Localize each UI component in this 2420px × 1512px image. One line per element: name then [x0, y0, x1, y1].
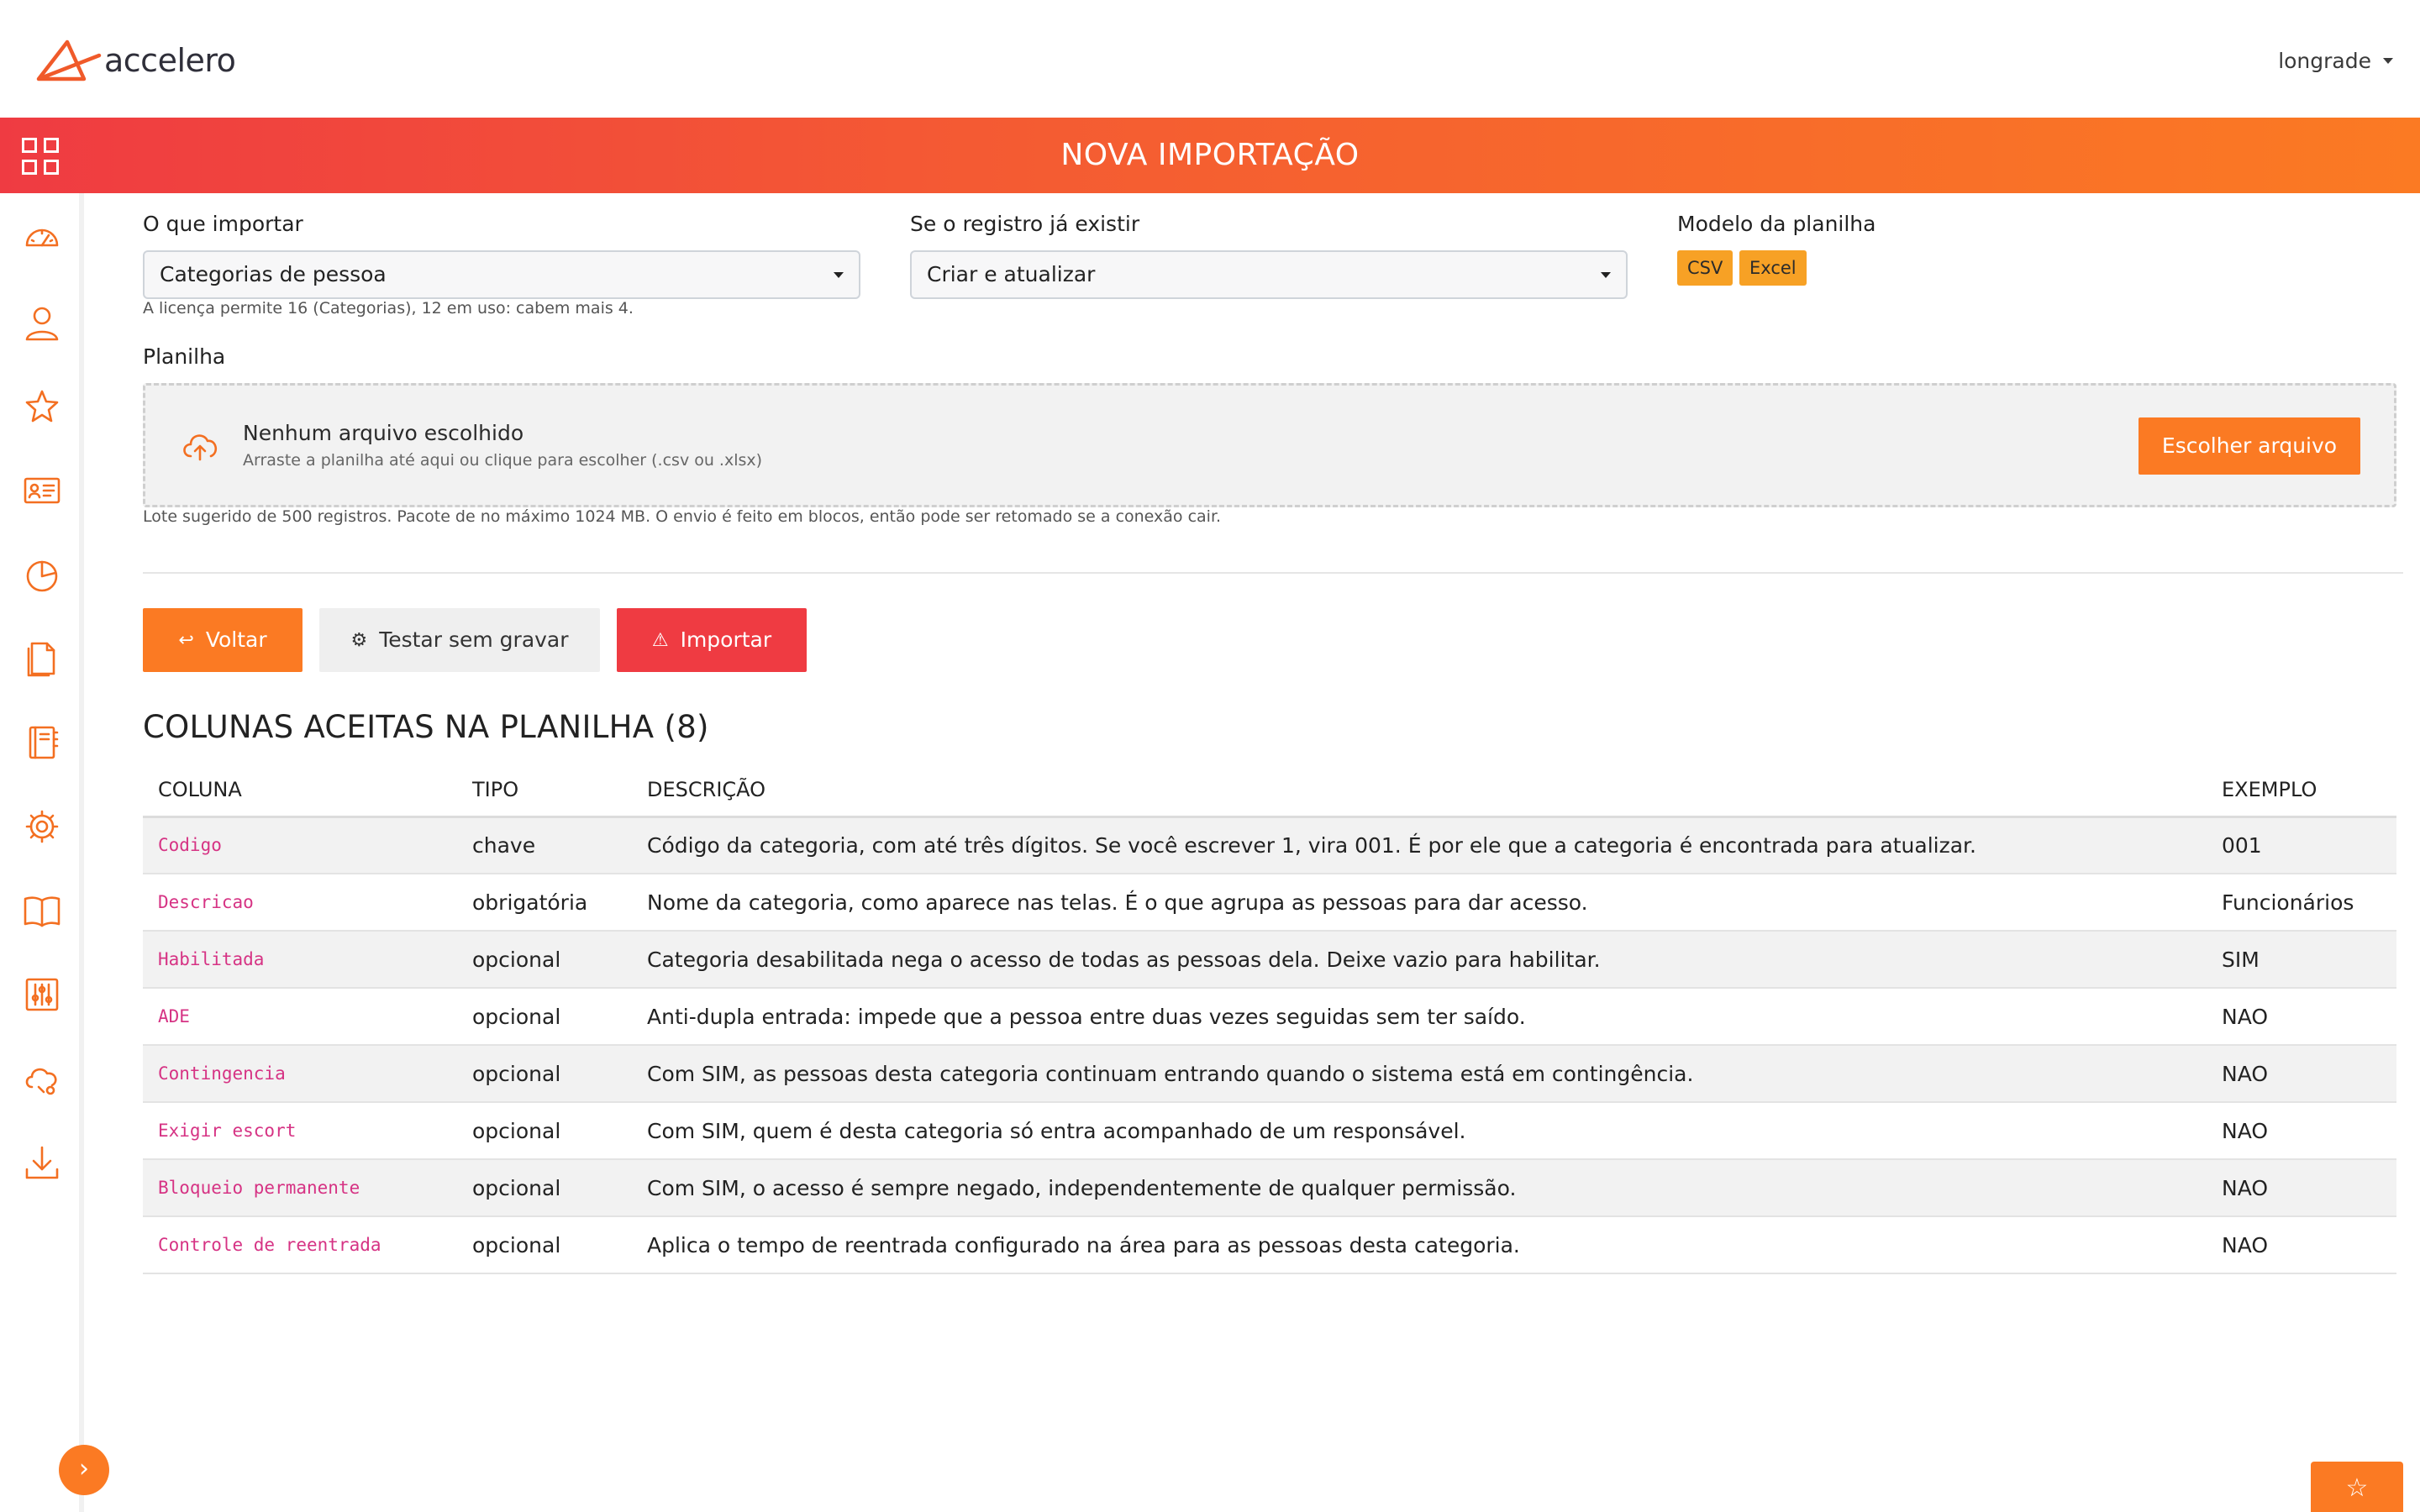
columns-table — [143, 764, 2396, 1274]
column-example: 001 — [2207, 816, 2396, 874]
file-dropzone[interactable] — [143, 383, 2396, 507]
column-name: Habilitada — [143, 931, 457, 988]
star-icon: ☆ — [2345, 1473, 2369, 1503]
table-row — [143, 931, 2396, 988]
id-card-icon[interactable] — [22, 470, 62, 511]
table-row — [143, 1216, 2396, 1273]
star-icon[interactable] — [22, 386, 62, 427]
column-description: Categoria desabilitada nega o acesso de todas as pessoas dela. Deixe vazio para habilitar. — [632, 931, 2207, 988]
column-name: Contingencia — [143, 1045, 457, 1102]
column-description: Com SIM, as pessoas desta categoria continuam entrando quando o sistema está em contingência. — [632, 1045, 2207, 1102]
table-row — [143, 988, 2396, 1045]
user-menu[interactable] — [2278, 49, 2393, 73]
column-name: Codigo — [143, 816, 457, 874]
column-type: obrigatória — [457, 874, 632, 931]
column-type: opcional — [457, 1159, 632, 1216]
notebook-icon[interactable] — [22, 722, 62, 763]
what-to-import-value: Categorias de pessoa — [160, 262, 387, 286]
logo-text: accelero — [104, 42, 236, 79]
what-to-import-label: O que importar — [143, 212, 303, 236]
page-banner — [0, 118, 2420, 193]
column-name: Controle de reentrada — [143, 1216, 457, 1273]
document-icon[interactable] — [22, 638, 62, 679]
table-row — [143, 1159, 2396, 1216]
header-description: DESCRIÇÃO — [632, 764, 2207, 816]
sidebar — [0, 193, 84, 1512]
test-button-label: Testar sem gravar — [379, 627, 569, 652]
column-name: Descricao — [143, 874, 457, 931]
user-name: longrade — [2278, 49, 2371, 73]
app-logo[interactable] — [35, 37, 235, 84]
table-row — [143, 1102, 2396, 1159]
dropzone-subtitle: Arraste a planilha até aqui ou clique para escolher (.csv ou .xlsx) — [243, 451, 763, 470]
column-type: chave — [457, 816, 632, 874]
column-name: ADE — [143, 988, 457, 1045]
table-header-row — [143, 764, 2396, 816]
select-caret-icon — [1601, 272, 1611, 278]
import-button[interactable] — [617, 608, 807, 672]
column-description: Nome da categoria, como aparece nas telas. É o que agrupa as pessoas para dar acesso. — [632, 874, 2207, 931]
column-description: Anti-dupla entrada: impede que a pessoa entre duas vezes seguidas sem ter saído. — [632, 988, 2207, 1045]
select-caret-icon — [834, 272, 844, 278]
column-type: opcional — [457, 1216, 632, 1273]
column-description: Com SIM, o acesso é sempre negado, independentemente de qualquer permissão. — [632, 1159, 2207, 1216]
sheet-model-label: Modelo da planilha — [1677, 212, 1876, 236]
robot-icon: ⚙ — [350, 630, 368, 651]
divider — [143, 572, 2403, 574]
column-type: opcional — [457, 988, 632, 1045]
table-row — [143, 1045, 2396, 1102]
column-example: Funcionários — [2207, 874, 2396, 931]
sidebar-expand-button[interactable]: › — [59, 1445, 109, 1495]
excel-template-link[interactable]: Excel — [1739, 250, 1807, 286]
column-example: NAO — [2207, 1102, 2396, 1159]
csv-template-link[interactable]: CSV — [1677, 250, 1733, 286]
pie-chart-icon[interactable] — [22, 554, 62, 595]
column-example: NAO — [2207, 1159, 2396, 1216]
cloud-icon[interactable] — [22, 1058, 62, 1099]
if-exists-label: Se o registro já existir — [910, 212, 1140, 236]
choose-file-button[interactable]: Escolher arquivo — [2139, 417, 2360, 475]
back-button[interactable] — [143, 608, 302, 672]
if-exists-select[interactable] — [910, 250, 1628, 299]
gear-icon[interactable] — [22, 806, 62, 847]
caret-down-icon — [2383, 58, 2393, 64]
what-to-import-select[interactable] — [143, 250, 860, 299]
top-header — [0, 0, 2420, 118]
download-icon[interactable] — [22, 1142, 62, 1183]
sliders-icon[interactable] — [22, 974, 62, 1015]
back-button-label: Voltar — [205, 627, 267, 652]
favorite-star-button[interactable] — [2311, 1462, 2403, 1512]
dropzone-title: Nenhum arquivo escolhido — [243, 421, 524, 445]
column-description: Código da categoria, com até três dígitos. Se você escrever 1, vira 001. É por ele que a categoria é encontrada para atualizar. — [632, 816, 2207, 874]
license-hint: A licença permite 16 (Categorias), 12 em uso: cabem mais 4. — [143, 299, 634, 318]
return-icon: ↩ — [178, 630, 194, 651]
cloud-upload-icon — [179, 424, 221, 466]
column-description: Com SIM, quem é desta categoria só entra acompanhado de um responsável. — [632, 1102, 2207, 1159]
if-exists-value: Criar e atualizar — [927, 262, 1096, 286]
columns-section-title: COLUNAS ACEITAS NA PLANILHA (8) — [143, 709, 709, 745]
column-example: NAO — [2207, 1216, 2396, 1273]
import-button-label: Importar — [680, 627, 772, 652]
table-row — [143, 816, 2396, 874]
column-name: Exigir escort — [143, 1102, 457, 1159]
header-column: COLUNA — [143, 764, 457, 816]
table-row — [143, 874, 2396, 931]
page-title: NOVA IMPORTAÇÃO — [1060, 138, 1360, 172]
column-type: opcional — [457, 1045, 632, 1102]
warning-icon: ⚠ — [651, 630, 669, 651]
book-icon[interactable] — [22, 890, 62, 931]
column-example: NAO — [2207, 1045, 2396, 1102]
column-type: opcional — [457, 931, 632, 988]
accelero-logo-icon — [35, 37, 103, 84]
sheet-label: Planilha — [143, 344, 226, 369]
test-without-saving-button[interactable] — [319, 608, 600, 672]
header-example: EXEMPLO — [2207, 764, 2396, 816]
column-name: Bloqueio permanente — [143, 1159, 457, 1216]
dashboard-icon[interactable] — [22, 218, 62, 259]
column-example: SIM — [2207, 931, 2396, 988]
column-type: opcional — [457, 1102, 632, 1159]
header-type: TIPO — [457, 764, 632, 816]
column-description: Aplica o tempo de reentrada configurado na área para as pessoas desta categoria. — [632, 1216, 2207, 1273]
batch-hint: Lote sugerido de 500 registros. Pacote de no máximo 1024 MB. O envio é feito em blocos, então pode ser retomado se a conexão cair. — [143, 507, 1222, 526]
person-icon[interactable] — [22, 302, 62, 343]
column-example: NAO — [2207, 988, 2396, 1045]
